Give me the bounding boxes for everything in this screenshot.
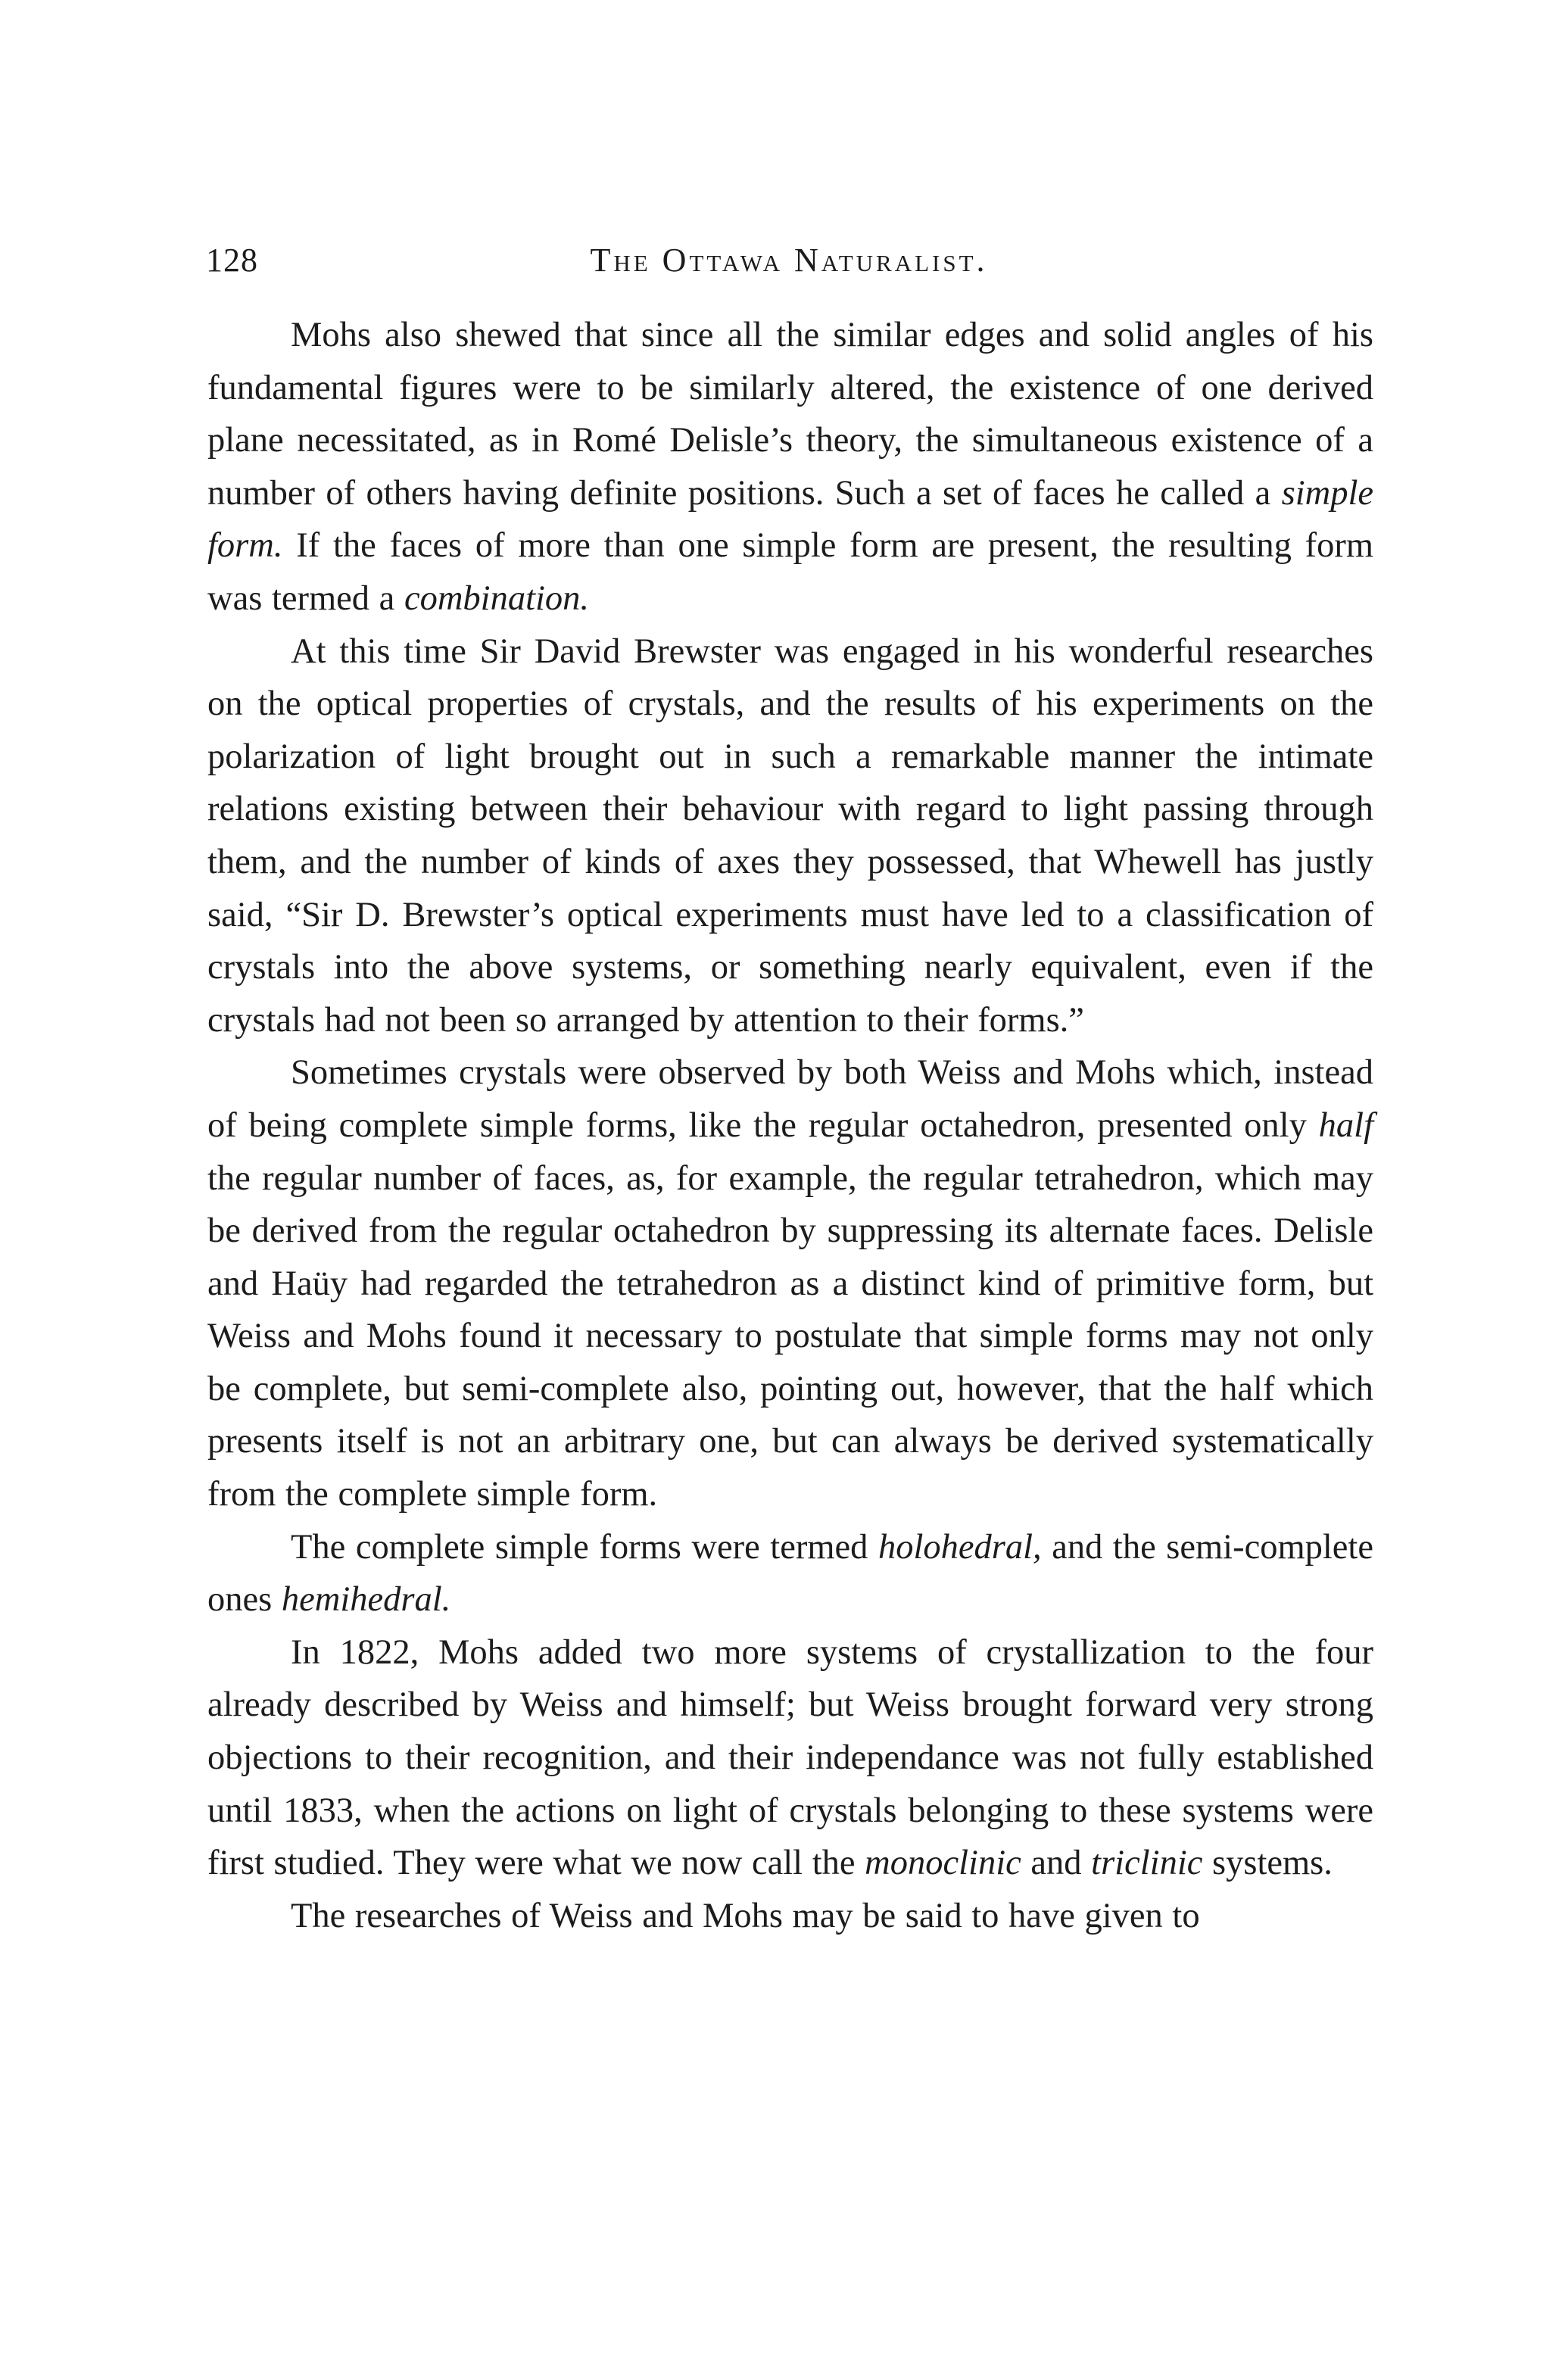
- running-title: The Ottawa Naturalist.: [590, 242, 988, 279]
- text-span: The complete simple forms were termed: [291, 1527, 878, 1567]
- italic-term: holohedral,: [878, 1527, 1042, 1567]
- italic-term: monoclinic: [865, 1844, 1021, 1883]
- italic-term: triclinic: [1091, 1844, 1203, 1883]
- text-span: In 1822, Mohs added two more systems of crystallization to the four already described by Weiss and himself; but Weiss brought forward very strong objections to their recognition, and their independance was not fully established until 1833, when the actions on light of crystals belonging to these systems were first studied. They were what we now call the: [207, 1632, 1373, 1883]
- italic-term: combination.: [404, 578, 590, 618]
- page-number: 128: [206, 242, 258, 279]
- text-span: The researches of Weiss and Mohs may be said to have given to: [291, 1896, 1200, 1935]
- paragraph: [207, 1890, 1373, 1943]
- body-text: [207, 309, 1373, 1942]
- text-span: If the faces of more than one simple form are present, the resulting form was termed a: [207, 526, 1373, 618]
- paragraph: [207, 1046, 1373, 1520]
- text-span: and the semi-complete ones: [207, 1527, 1373, 1620]
- italic-term: hemihedral.: [281, 1580, 451, 1620]
- paragraph: [207, 625, 1373, 1047]
- italic-term: half: [1318, 1105, 1373, 1145]
- paragraph: [207, 1521, 1373, 1626]
- paragraph: [207, 1626, 1373, 1890]
- text-span: At this time Sir David Brewster was engaged in his wonderful researches on the optical properties of crystals, and the results of his experiments on the polarization of light brought out in such a remarkable manner the intimate relations existing between their behaviour with regard to light passing through them, and the number of kinds of axes they possessed, that Whewell has justly said, “Sir D. Brewster’s optical experiments must have led to a classification of crystals into the above systems, or something nearly equivalent, even if the crystals had not been so arranged by attention to their forms.”: [207, 631, 1373, 1040]
- text-span: Mohs also shewed that since all the similar edges and solid angles of his fundamental figures were to be similarly altered, the existence of one derived plane necessitated, as in Romé Delisle’s theory, the simultaneous existence of a number of others having definite positions. Such a set of faces he called a: [207, 316, 1373, 513]
- italic-term: simple form.: [207, 473, 1373, 566]
- text-span: systems.: [1202, 1844, 1333, 1883]
- paragraph: [207, 309, 1373, 625]
- page-header: [206, 241, 1372, 294]
- text-span: the regular number of faces, as, for example, the regular tetrahedron, which may be derived from the regular octahedron by suppressing its alternate faces. Delisle and Haüy had regarded the tetrahedron as a distinct kind of primitive form, but Weiss and Mohs found it necessary to postulate that simple forms may not only be complete, but semi-complete also, pointing out, however, that the half which presents itself is not an arbitrary one, but can always be derived systematically from the complete simple form.: [207, 1158, 1373, 1514]
- text-span: and: [1021, 1844, 1092, 1883]
- text-span: Sometimes crystals were observed by both Weiss and Mohs which, instead of being complete simple forms, like the regular octahedron, presented only: [207, 1053, 1373, 1145]
